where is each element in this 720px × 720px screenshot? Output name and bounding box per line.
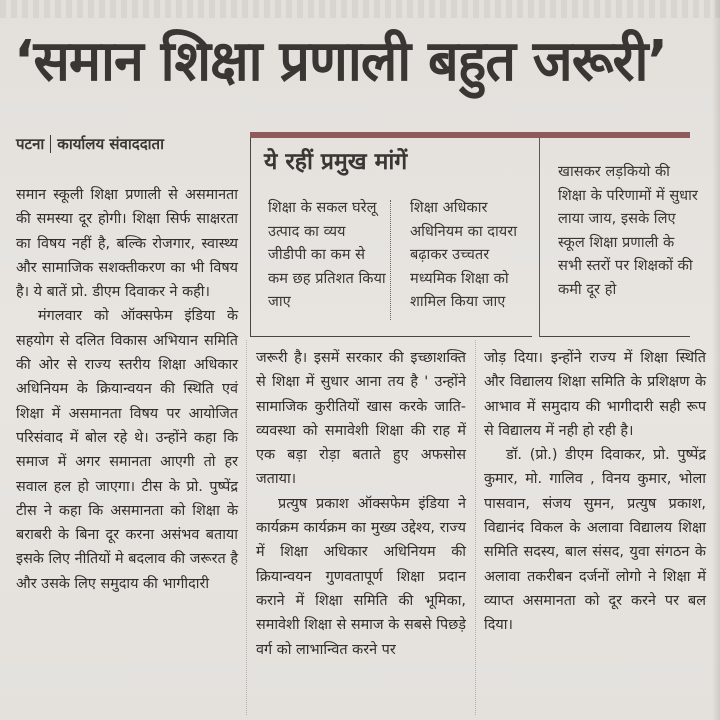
reporter-credit: कार्यालय संवाददाता	[57, 135, 164, 153]
previous-article-bleed	[0, 0, 720, 18]
article-paragraph: मंगलवार को ऑक्सफेम इंडिया के सहयोग से दलित विकास अभियान समिति की ओर से राज्य स्तरीय शिक्षा अधिकार अधिनियम के क्रियान्वयन की स्थिति एवं शिक्षा में असमानता विषय पर आयोजित परिसंवाद में बोल रहे थे। उन्होंने कहा कि समाज में अगर समानता आएगी तो हर सवाल हल हो जाएगा। टीस के प्रो. पुष्पेंद्र टीस ने कहा कि असमानता को शिक्षा के बराबरी के बिना दूर करना असंभव बताया इसके लिए नीतियों मे बदलाव की जरूरत है और उसके लिए समुदाय की भागीदारी	[16, 308, 238, 592]
headline: ‘समान शिक्षा प्रणाली बहुत जरूरी’	[14, 29, 667, 94]
box-border-left	[250, 138, 251, 337]
article-paragraph: प्रत्युष प्रकाश ऑक्सफेम इंडिया ने कार्यक्रम कार्यक्रम का मुख्य उद्देश्य, राज्य में शिक्षा अधिकार अधिनियम की क्रियान्वयन गुणवतापूर्ण शिक्षा प्रदान कराने में शिक्षा समिति की भूमिका, समावेशी शिक्षा से समाज के सबसे पिछड़े वर्ग को लाभान्वित करने पर	[256, 495, 466, 658]
box-title: ये रहीं प्रमुख मांगें	[264, 149, 408, 175]
byline	[16, 134, 164, 154]
box-border-bottom	[250, 336, 532, 337]
column-rule	[246, 340, 247, 715]
column-rule	[475, 340, 476, 715]
article-column-2	[256, 346, 466, 662]
article-column-1	[16, 183, 238, 596]
box-border-bottom-right	[540, 336, 690, 337]
article-paragraph: समान स्कूली शिक्षा प्रणाली से असमानता की समस्या दूर होगी। शिक्षा सिर्फ साक्षरता का विषय नहीं है, बल्कि रोजगार, स्वास्थ्य और सामाजिक सशक्तीकरण का भी विषय है। ये बातें प्रो. डीएम दिवाकर ने कही।	[16, 187, 238, 301]
box-accent-bar	[250, 132, 690, 138]
demand-item: शिक्षा अधिकार अधिनियम का दायरा बढ़ाकर उच्चतर मध्यमिक शिक्षा को शामिल किया जाए	[410, 199, 517, 311]
demand-item: खासकर लड़कियो की शिक्षा के परिणामों में सुधार लाया जाय, इसके लिए स्कूल शिक्षा प्रणाली के सभी स्तरों पर शिक्षकों की कमी दूर हो	[558, 163, 698, 298]
article-column-3	[484, 346, 706, 638]
dateline-city: पटना	[16, 135, 45, 153]
box-divider	[539, 138, 540, 337]
article-paragraph: जरूरी है। इसमें सरकार की इच्छाशक्ति से शिक्षा में सुधार आना तय है ' उन्होंने सामाजिक कुरीतियों खास करके जाति-व्यवस्था को समावेशी शिक्षा की राह में एक बड़ा रोड़ा बताते हुए अफसोस जताया।	[256, 350, 466, 488]
article-paragraph: डॉ. (प्रो.) डीएम दिवाकर, प्रो. पुष्पेंद्र कुमार, मो. गालिव , विनय कुमार, भोला पासवान, संजय सुमन, प्रत्युष प्रकाश, विद्यानंद विकल के अलावा विद्यालय शिक्षा समिति सदस्य, बाल संसद, युवा संगठन के अलावा तकरीबन दर्जनों लोगो ने शिक्षा में व्याप्त असमानता को दूर करने पर बल दिया।	[484, 447, 706, 634]
demand-item: शिक्षा के सकल घरेलू उत्पाद का व्यय जीडीपी का कम से कम छह प्रतिशत किया जाए	[268, 199, 386, 311]
box-dotted-divider	[390, 200, 391, 320]
byline-divider	[50, 135, 51, 153]
article-paragraph: जोड़ दिया। इन्होंने राज्य में शिक्षा स्थिति और विद्यालय शिक्षा समिति के प्रशिक्षण के आभाव में समुदाय की भागीदारी सही रूप से विद्यालय में नही हो रही है।	[484, 350, 706, 439]
key-demands-box	[250, 132, 698, 337]
page-edge-shadow	[712, 0, 720, 720]
